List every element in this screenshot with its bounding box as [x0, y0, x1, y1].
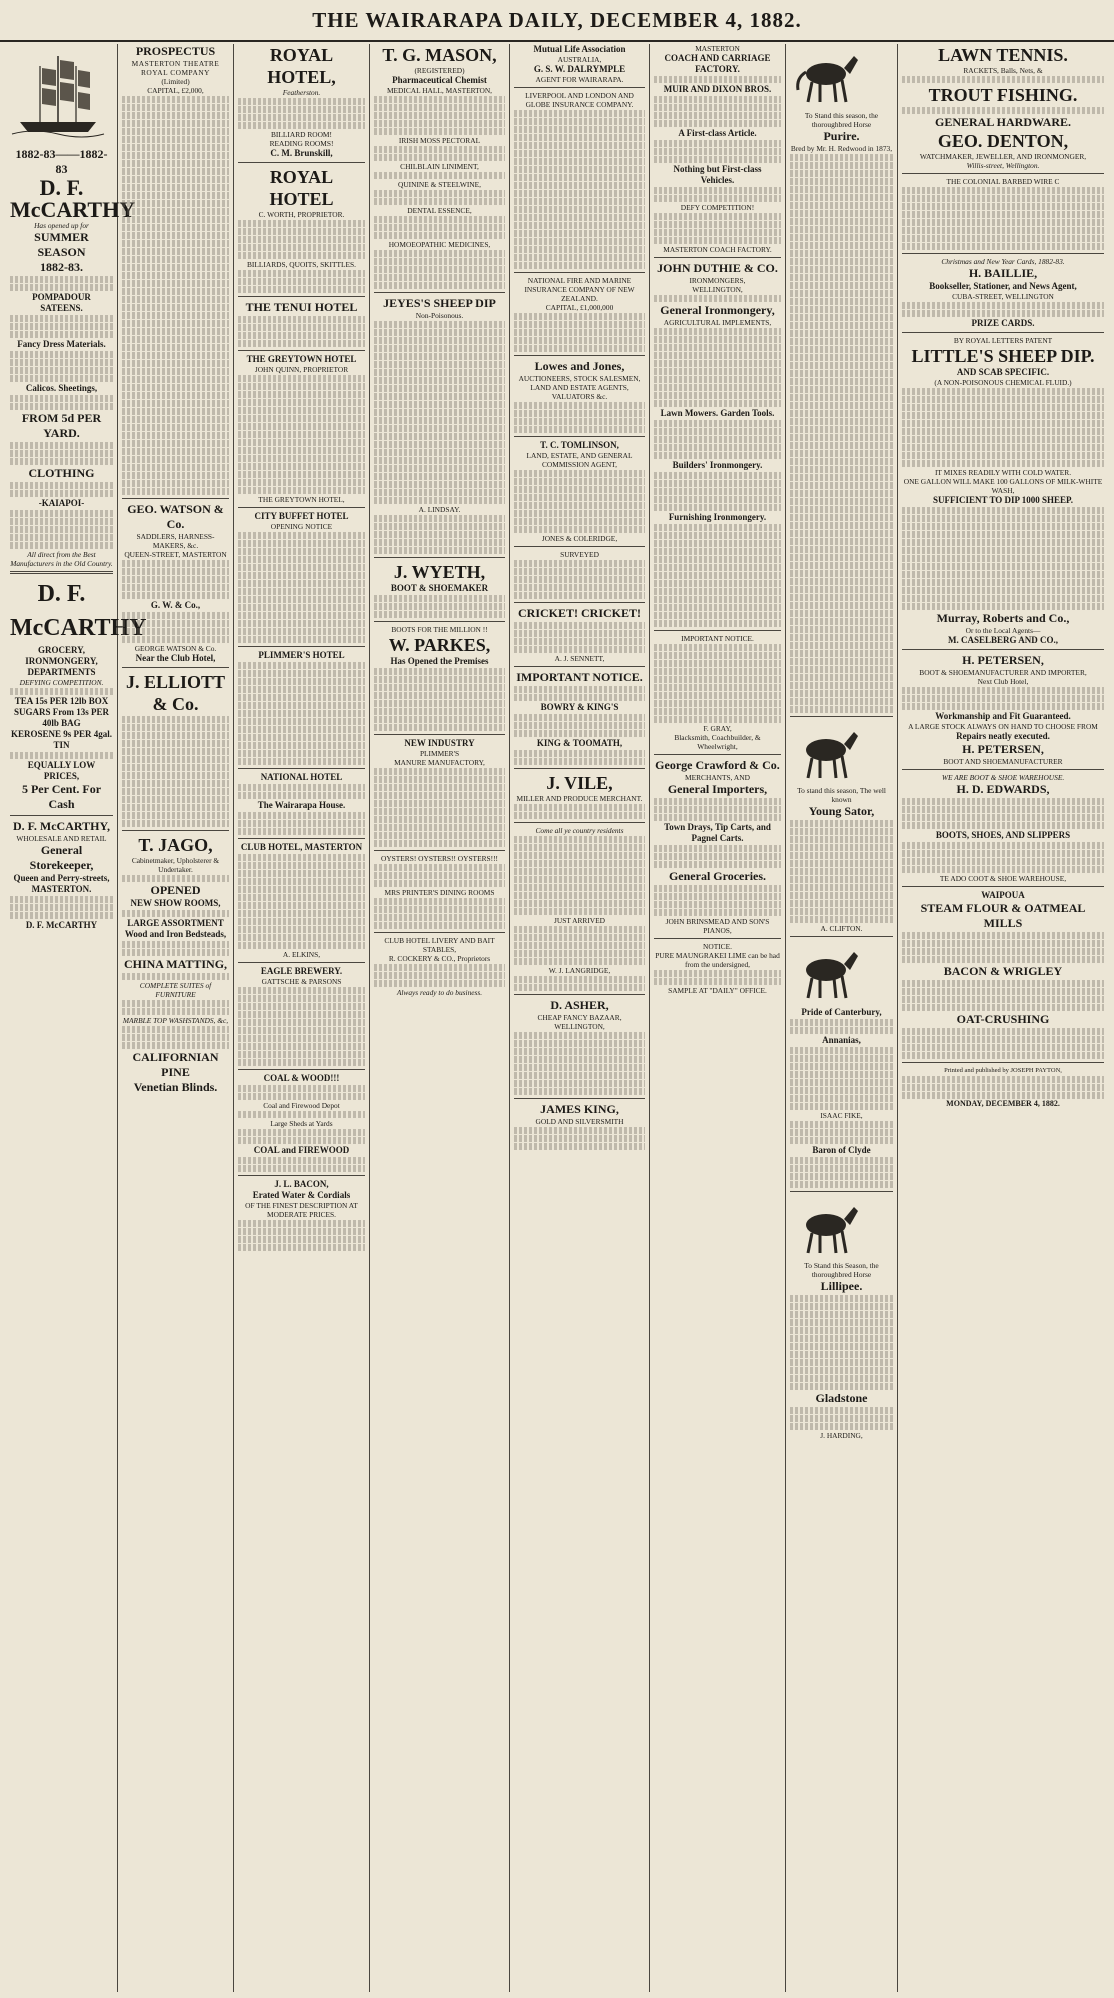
- masterton: MASTERTON.: [31, 883, 92, 894]
- baillie: H. BAILLIE,: [968, 266, 1038, 280]
- surveyed: SURVEYED: [560, 550, 599, 559]
- column-7: [786, 44, 898, 1992]
- horse-illustration-3: [790, 942, 862, 1002]
- isaac-fike: ISAAC FIKE,: [820, 1110, 863, 1120]
- wellington: WELLINGTON,: [692, 285, 743, 294]
- national-insurance: NATIONAL FIRE AND MARINE INSURANCE COMPANY OF NEW ZEALAND.: [524, 276, 635, 303]
- stand-season-3: To Stand this Season, the thoroughbred Horse: [804, 1261, 879, 1280]
- plimmer-hotel: PLIMMER'S HOTEL: [258, 650, 345, 660]
- boot-shoemaker: BOOT & SHOEMAKER: [390, 583, 489, 593]
- firewood-depot: Coal and Firewood Depot: [263, 1101, 340, 1110]
- prize-cards: PRIZE CARDS.: [971, 318, 1035, 328]
- large-stock: A LARGE STOCK ALWAYS ON HAND TO CHOOSE FROM: [908, 722, 1098, 731]
- sufficient: SUFFICIENT TO DIP 1000 SHEEP.: [933, 495, 1073, 505]
- royal-hotel-2: ROYAL HOTEL: [269, 167, 334, 209]
- marble-top: MARBLE TOP WASHSTANDS, &c,: [122, 1016, 229, 1025]
- vehicles: Vehicles.: [700, 175, 735, 185]
- column-2: [118, 44, 234, 1992]
- watson-heading: GEO. WATSON & Co.: [127, 502, 224, 531]
- edwards: H. D. EDWARDS,: [956, 782, 1050, 796]
- queen-street: QUEEN-STREET, MASTERTON: [124, 550, 227, 559]
- column-4: [370, 44, 510, 1992]
- summer-season: SUMMER SEASON: [34, 229, 89, 259]
- important-notice-2: IMPORTANT NOTICE.: [681, 634, 754, 643]
- equally-low: EQUALLY LOW PRICES,: [27, 759, 96, 781]
- lime: PURE MAUNGRAKEI LIME can be had from the undersigned,: [655, 951, 780, 969]
- christmas-cards: Christmas and New Year Cards, 1882-83.: [941, 257, 1065, 266]
- waipoua: WAIPOUA: [981, 890, 1025, 900]
- littles-dip: LITTLE'S SHEEP DIP.: [911, 346, 1095, 366]
- city-buffet: CITY BUFFET HOTEL: [254, 511, 349, 521]
- wairarapa-house: The Wairarapa House.: [257, 800, 346, 810]
- columns: [6, 44, 1108, 1992]
- caselberg: M. CASELBERG AND CO.,: [947, 635, 1058, 645]
- billiard-room: BILLIARD ROOM!: [271, 130, 332, 139]
- quinine: QUININE & STEELWINE,: [398, 180, 481, 189]
- boot-manufacturer: BOOT & SHOEMANUFACTURER AND IMPORTER,: [919, 668, 1087, 677]
- bacon-wrigley: BACON & WRIGLEY: [943, 964, 1063, 978]
- tenui-hotel: THE TENUI HOTEL: [245, 300, 358, 314]
- lowes-jones: Lowes and Jones,: [534, 359, 625, 373]
- jones-coleridge: JONES & COLERIDGE,: [541, 534, 618, 543]
- medical-hall: MEDICAL HALL, MASTERTON,: [386, 86, 493, 95]
- scab-specific: AND SCAB SPECIFIC.: [956, 367, 1050, 377]
- worth: C. WORTH, PROPRIETOR.: [258, 210, 345, 219]
- large-sheds: Large Sheds at Yards: [270, 1119, 333, 1128]
- trout-fishing: TROUT FISHING.: [928, 85, 1078, 105]
- pride-canterbury: Pride of Canterbury,: [801, 1006, 882, 1017]
- mutual-life: Mutual Life Association: [533, 44, 626, 54]
- new-boot: WE ARE BOOT & SHOE WAREHOUSE.: [941, 773, 1065, 782]
- willis-street: Willis-street, Wellington.: [966, 161, 1040, 170]
- merchants: MERCHANTS, AND: [685, 773, 750, 782]
- crawford: George Crawford & Co.: [655, 758, 780, 772]
- furnishing-ironmongery: Furnishing Ironmongery.: [668, 512, 767, 522]
- denton: GEO. DENTON,: [937, 131, 1069, 151]
- oat-crushing: OAT-CRUSHING: [956, 1012, 1050, 1026]
- stand-season-2: To stand this season, The well known: [797, 786, 886, 805]
- gladstone: Gladstone: [815, 1391, 868, 1406]
- page-title: THE WAIRARAPA DAILY, DECEMBER 4, 1882.: [312, 7, 802, 32]
- boot-warehouse: TE ADO COOT & SHOE WAREHOUSE,: [939, 874, 1067, 883]
- notice: NOTICE.: [703, 942, 732, 951]
- harding: J. HARDING,: [820, 1431, 863, 1441]
- miller-produce: MILLER AND PRODUCE MERCHANT.: [516, 794, 643, 803]
- capital-nz: CAPITAL, £1,000,000: [545, 303, 614, 312]
- pompadour: POMPADOUR SATEENS.: [32, 291, 91, 313]
- aerated-water: Erated Water & Cordials: [252, 1190, 351, 1200]
- non-poisonous-fluid: (A NON-POISONOUS CHEMICAL FLUID.): [934, 378, 1072, 387]
- dental-essence: DENTAL ESSENCE,: [407, 206, 472, 215]
- workmanship: Workmanship and Fit Guaranteed.: [935, 711, 1071, 721]
- just-arrived: JUST ARRIVED: [554, 916, 605, 925]
- local-agents: Or to the Local Agents—: [965, 626, 1041, 635]
- watson-sig: GEORGE WATSON & Co.: [134, 644, 217, 653]
- saddlers: SADDLERS, HARNESS-MAKERS, &c.: [136, 532, 215, 550]
- capital: CAPITAL, £2,000,: [147, 86, 204, 95]
- greytown-hotel: THE GREYTOWN HOTEL: [246, 354, 357, 364]
- opening-notice: OPENING NOTICE: [270, 522, 333, 531]
- barbed-wire: THE COLONIAL BARBED WIRE C: [946, 177, 1060, 186]
- langridge: W. J. LANGRIDGE,: [548, 966, 611, 975]
- defying: DEFYING COMPETITION.: [19, 677, 104, 687]
- venetian-blinds: Venetian Blinds.: [133, 1080, 218, 1094]
- repairs: Repairs neatly executed.: [956, 731, 1050, 741]
- sample-office: SAMPLE AT "DAILY" OFFICE.: [668, 986, 767, 995]
- important-notice: IMPORTANT NOTICE.: [516, 670, 643, 684]
- jeyes-sheep-dip: JEYES'S SHEEP DIP: [383, 296, 496, 310]
- vile: J. VILE,: [546, 773, 613, 793]
- kaiapoi: -KAIAPOI-: [38, 497, 85, 508]
- mixes-readily: IT MIXES READILY WITH COLD WATER.: [934, 468, 1072, 477]
- australasia: AUSTRALIA,: [557, 55, 602, 64]
- quinn: JOHN QUINN, PROPRIETOR: [254, 365, 349, 374]
- furniture: COMPLETE SUITES of FURNITURE: [139, 981, 212, 999]
- boots-shoes: BOOTS, SHOES, AND SLIPPERS: [935, 830, 1071, 840]
- club-hotel: CLUB HOTEL, MASTERTON: [240, 842, 363, 852]
- brunskill: C. M. Brunskill,: [270, 148, 333, 158]
- cockery: R. COCKERY & CO., Proprietors: [388, 954, 491, 963]
- elkins: A. ELKINS,: [282, 950, 321, 959]
- club-livery: CLUB HOTEL LIVERY AND BAIT STABLES,: [384, 936, 495, 954]
- imprint: [902, 1067, 1104, 1109]
- bowry-king: BOWRY & KING'S: [540, 702, 619, 712]
- royal-hotel-feath: ROYAL HOTEL,: [267, 45, 336, 87]
- young-sator: Young Sator,: [808, 804, 875, 819]
- homeopathic: HOMOEOPATHIC MEDICINES,: [388, 240, 491, 249]
- non-poisonous: Non-Poisonous.: [415, 311, 464, 320]
- wyeth: J. WYETH,: [393, 562, 486, 582]
- near-club: Near the Club Hotel,: [135, 653, 216, 663]
- mccarthy-name-3: D. F. McCARTHY,: [12, 818, 111, 833]
- greytown-hotel-2: THE GREYTOWN HOTEL,: [258, 495, 345, 504]
- clothing: CLOTHING: [28, 465, 95, 480]
- finest-description: OF THE FINEST DESCRIPTION AT MODERATE PRICES.: [245, 1201, 358, 1219]
- bacon: J. L. BACON,: [274, 1179, 329, 1189]
- opened: OPENED: [150, 883, 201, 897]
- gw-notice: G. W. & Co.,: [150, 600, 201, 610]
- column-8: [898, 44, 1108, 1992]
- coal-wood: COAL & WOOD!!!: [263, 1073, 340, 1083]
- mccarthy-name: D. F. McCARTHY: [10, 174, 136, 222]
- tea-price: TEA 15s PER 12lb BOX: [14, 695, 109, 706]
- asher: D. ASHER,: [550, 998, 609, 1012]
- james-king: JAMES KING,: [540, 1102, 619, 1116]
- masthead: [0, 0, 1114, 42]
- chemist: Pharmaceutical Chemist: [392, 75, 487, 85]
- goldsmith: GOLD AND SILVERSMITH: [535, 1117, 624, 1126]
- one-gallon: ONE GALLON WILL MAKE 100 GALLONS OF MILK-WHITE WASH,: [903, 477, 1103, 495]
- coach-factory: COACH AND CARRIAGE FACTORY.: [664, 53, 771, 74]
- horse-illustration-4: [790, 1197, 862, 1257]
- wholesale: WHOLESALE AND RETAIL: [16, 833, 107, 843]
- first-class-article: A First-class Article.: [678, 128, 757, 138]
- petersen-2: H. PETERSEN,: [962, 742, 1044, 756]
- ship-illustration: [10, 48, 106, 140]
- opened-premises: Has Opened the Premises: [390, 656, 489, 666]
- limited: (Limited): [161, 77, 190, 86]
- season-year: 1882-83.: [40, 259, 83, 274]
- jago-trade: Cabinetmaker, Upholsterer & Undertaker.: [131, 856, 220, 874]
- mccarthy-name-2: D. F. McCARTHY: [10, 580, 147, 641]
- opening-text: Has opened up for: [34, 220, 89, 230]
- cricket: CRICKET! CRICKET!: [517, 606, 641, 620]
- china-matting: CHINA MATTING,: [123, 957, 228, 971]
- featherston: Featherston.: [282, 88, 321, 97]
- clifton: A. CLIFTON.: [820, 924, 863, 934]
- agent-wairarapa: AGENT FOR WAIRARAPA.: [535, 75, 624, 84]
- defy-competition: DEFY COMPETITION!: [680, 203, 755, 212]
- new-industry: NEW INDUSTRY: [404, 738, 475, 748]
- general-storekeeper: General Storekeeper,: [29, 842, 94, 872]
- column-3: [234, 44, 370, 1992]
- mccarthy-name-4: D. F. McCARTHY: [25, 919, 98, 930]
- kerosene-price: KEROSENE 9s PER 4gal. TIN: [10, 728, 113, 750]
- rackets: RACKETS, Balls, Nets, &: [963, 66, 1043, 75]
- steam-mills: STEAM FLOUR & OATMEAL MILLS: [920, 901, 1086, 930]
- lindsay: A. LINDSAY.: [418, 505, 461, 514]
- cuba-street: CUBA-STREET, WELLINGTON: [952, 292, 1054, 301]
- general-hardware: GENERAL HARDWARE.: [934, 115, 1072, 129]
- sugar-price: SUGARS From 13s PER 40lb BAG: [13, 706, 110, 728]
- next-club: Next Club Hotel,: [977, 677, 1029, 686]
- quoits: BILLIARDS, QUOITS, SKITTLES.: [246, 260, 356, 269]
- nothing-first-class: Nothing but First-class: [673, 164, 762, 174]
- stand-season: To Stand this season, the thoroughbred Horse: [804, 110, 879, 129]
- bred-by: Bred by Mr. H. Redwood in 1873,: [790, 143, 893, 153]
- ironmongers: IRONMONGERS,: [689, 276, 746, 285]
- builders-ironmongery: Builders' Ironmongery.: [672, 460, 763, 470]
- bootmaker: BOOT AND SHOEMANUFACTURER: [943, 757, 1063, 766]
- watchmaker: WATCHMAKER, JEWELLER, AND IRONMONGER,: [919, 152, 1087, 161]
- grocery: GROCERY,: [37, 644, 86, 655]
- theatre-company: MASTERTON THEATRE ROYAL COMPANY: [131, 59, 220, 77]
- auctioneers: AUCTIONEERS, STOCK SALESMEN, LAND AND ESTATE AGENTS, VALUATORS &c.: [518, 374, 641, 401]
- gray: F. GRAY,: [703, 724, 732, 733]
- purire: Purire.: [823, 128, 860, 143]
- ironmongery: IRONMONGERY,: [25, 655, 98, 666]
- royal-patent: BY ROYAL LETTERS PATENT: [953, 336, 1053, 345]
- masterton-coach: MASTERTON COACH FACTORY.: [663, 245, 772, 254]
- town-drays: Town Drays, Tip Carts, and Pagnel Carts.: [664, 822, 771, 843]
- national-hotel: NATIONAL HOTEL: [260, 772, 343, 782]
- eagle-brewery: EAGLE BREWERY.: [260, 966, 343, 976]
- column-1: [6, 44, 147, 1992]
- registered: (REGISTERED): [414, 66, 465, 75]
- reading-room: READING ROOMS!: [269, 139, 334, 148]
- years: 1882-83——1882-83: [15, 146, 108, 176]
- oysters: OYSTERS! OYSTERS!! OYSTERS!!!: [380, 854, 499, 863]
- old-country: All direct from the Best Manufacturers in the Old Country.: [10, 549, 113, 568]
- general-importers: General Importers,: [667, 782, 768, 796]
- gattsche: GATTSCHE & PARSONS: [261, 977, 342, 986]
- cheap-bazaar: CHEAP FANCY BAZAAR, WELLINGTON,: [537, 1013, 622, 1031]
- petersen: H. PETERSEN,: [962, 653, 1044, 667]
- departments: DEPARTMENTS: [27, 666, 96, 677]
- manure: MANURE MANUFACTORY,: [394, 758, 485, 767]
- coal-firewood: COAL and FIREWOOD: [253, 1145, 350, 1155]
- irish-moss: IRISH MOSS PECTORAL: [398, 136, 481, 145]
- baron-clyde: Baron of Clyde: [812, 1144, 871, 1155]
- general-ironmongery: General Ironmongery,: [660, 303, 775, 317]
- horse-illustration: [790, 46, 862, 106]
- jago: T. JAGO,: [138, 835, 213, 855]
- assortment: LARGE ASSORTMENT: [127, 918, 224, 928]
- calicos: Calicos. Sheetings,: [25, 382, 98, 393]
- plimmers: PLIMMER'S: [419, 749, 460, 758]
- brinsmead: JOHN BRINSMEAD AND SON'S PIANOS,: [665, 917, 770, 935]
- lillipee: Lillipee.: [820, 1279, 863, 1294]
- elliott: J. ELLIOTT & Co.: [125, 672, 226, 714]
- streets: Queen and Perry-streets,: [13, 872, 110, 883]
- horse-illustration-2: [790, 722, 862, 782]
- chilblain: CHILBLAIN LINIMENT,: [400, 162, 479, 171]
- liverpool: LIVERPOOL AND LONDON AND GLOBE INSURANCE COMPANY.: [525, 91, 634, 109]
- lawn-mowers: Lawn Mowers. Garden Tools.: [660, 408, 775, 418]
- king-toomath: KING & TOOMATH,: [536, 738, 623, 748]
- bookseller: Bookseller, Stationer, and News Agent,: [929, 281, 1077, 291]
- murray-roberts: Murray, Roberts and Co.,: [936, 611, 1070, 625]
- boots-million: BOOTS FOR THE MILLION !!: [391, 625, 488, 634]
- duthie: JOHN DUTHIE & CO.: [657, 261, 778, 275]
- column-6: [650, 44, 786, 1992]
- parkes: W. PARKES,: [388, 635, 491, 655]
- cash-discount: 5 Per Cent. For Cash: [21, 781, 102, 811]
- showrooms: NEW SHOW ROOMS,: [130, 898, 221, 908]
- tomlinson: T. C. TOMLINSON,: [540, 440, 619, 450]
- country-residents: Come all ye country residents: [535, 826, 624, 835]
- bedsteads: Wood and Iron Bedsteads,: [124, 929, 227, 939]
- muir-dixon: MUIR AND DIXON BROS.: [663, 84, 772, 94]
- agricultural: AGRICULTURAL IMPLEMENTS,: [663, 318, 772, 327]
- sennett: A. J. SENNETT,: [554, 654, 605, 663]
- land-estate: LAND, ESTATE, AND GENERAL COMMISSION AGENT,: [526, 451, 633, 469]
- dalrymple: G. S. W. DALRYMPLE: [533, 64, 626, 74]
- annanias: Annanias,: [822, 1034, 861, 1045]
- printed-by: Printed and published by JOSEPH PAYTON,: [944, 1067, 1062, 1074]
- lawn-tennis: LAWN TENNIS.: [938, 45, 1068, 65]
- column-5: [510, 44, 650, 1992]
- prospectus: PROSPECTUS: [135, 44, 216, 58]
- fancy-dress: Fancy Dress Materials.: [17, 338, 106, 349]
- issue-date: MONDAY, DECEMBER 4, 1882.: [946, 1099, 1060, 1108]
- blacksmith: Blacksmith, Coachbuilder, & Wheelwright,: [674, 733, 761, 751]
- mason: T. G. MASON,: [382, 45, 497, 65]
- dining-rooms: MRS PRINTER'S DINING ROOMS: [384, 888, 495, 897]
- from-price: FROM 5d PER YARD.: [21, 410, 102, 440]
- always-ready: Always ready to do business.: [396, 988, 483, 997]
- masterton-label: MASTERTON: [695, 44, 740, 53]
- general-groceries: General Groceries.: [668, 869, 767, 883]
- californian-pine: CALIFORNIAN PINE: [132, 1050, 219, 1079]
